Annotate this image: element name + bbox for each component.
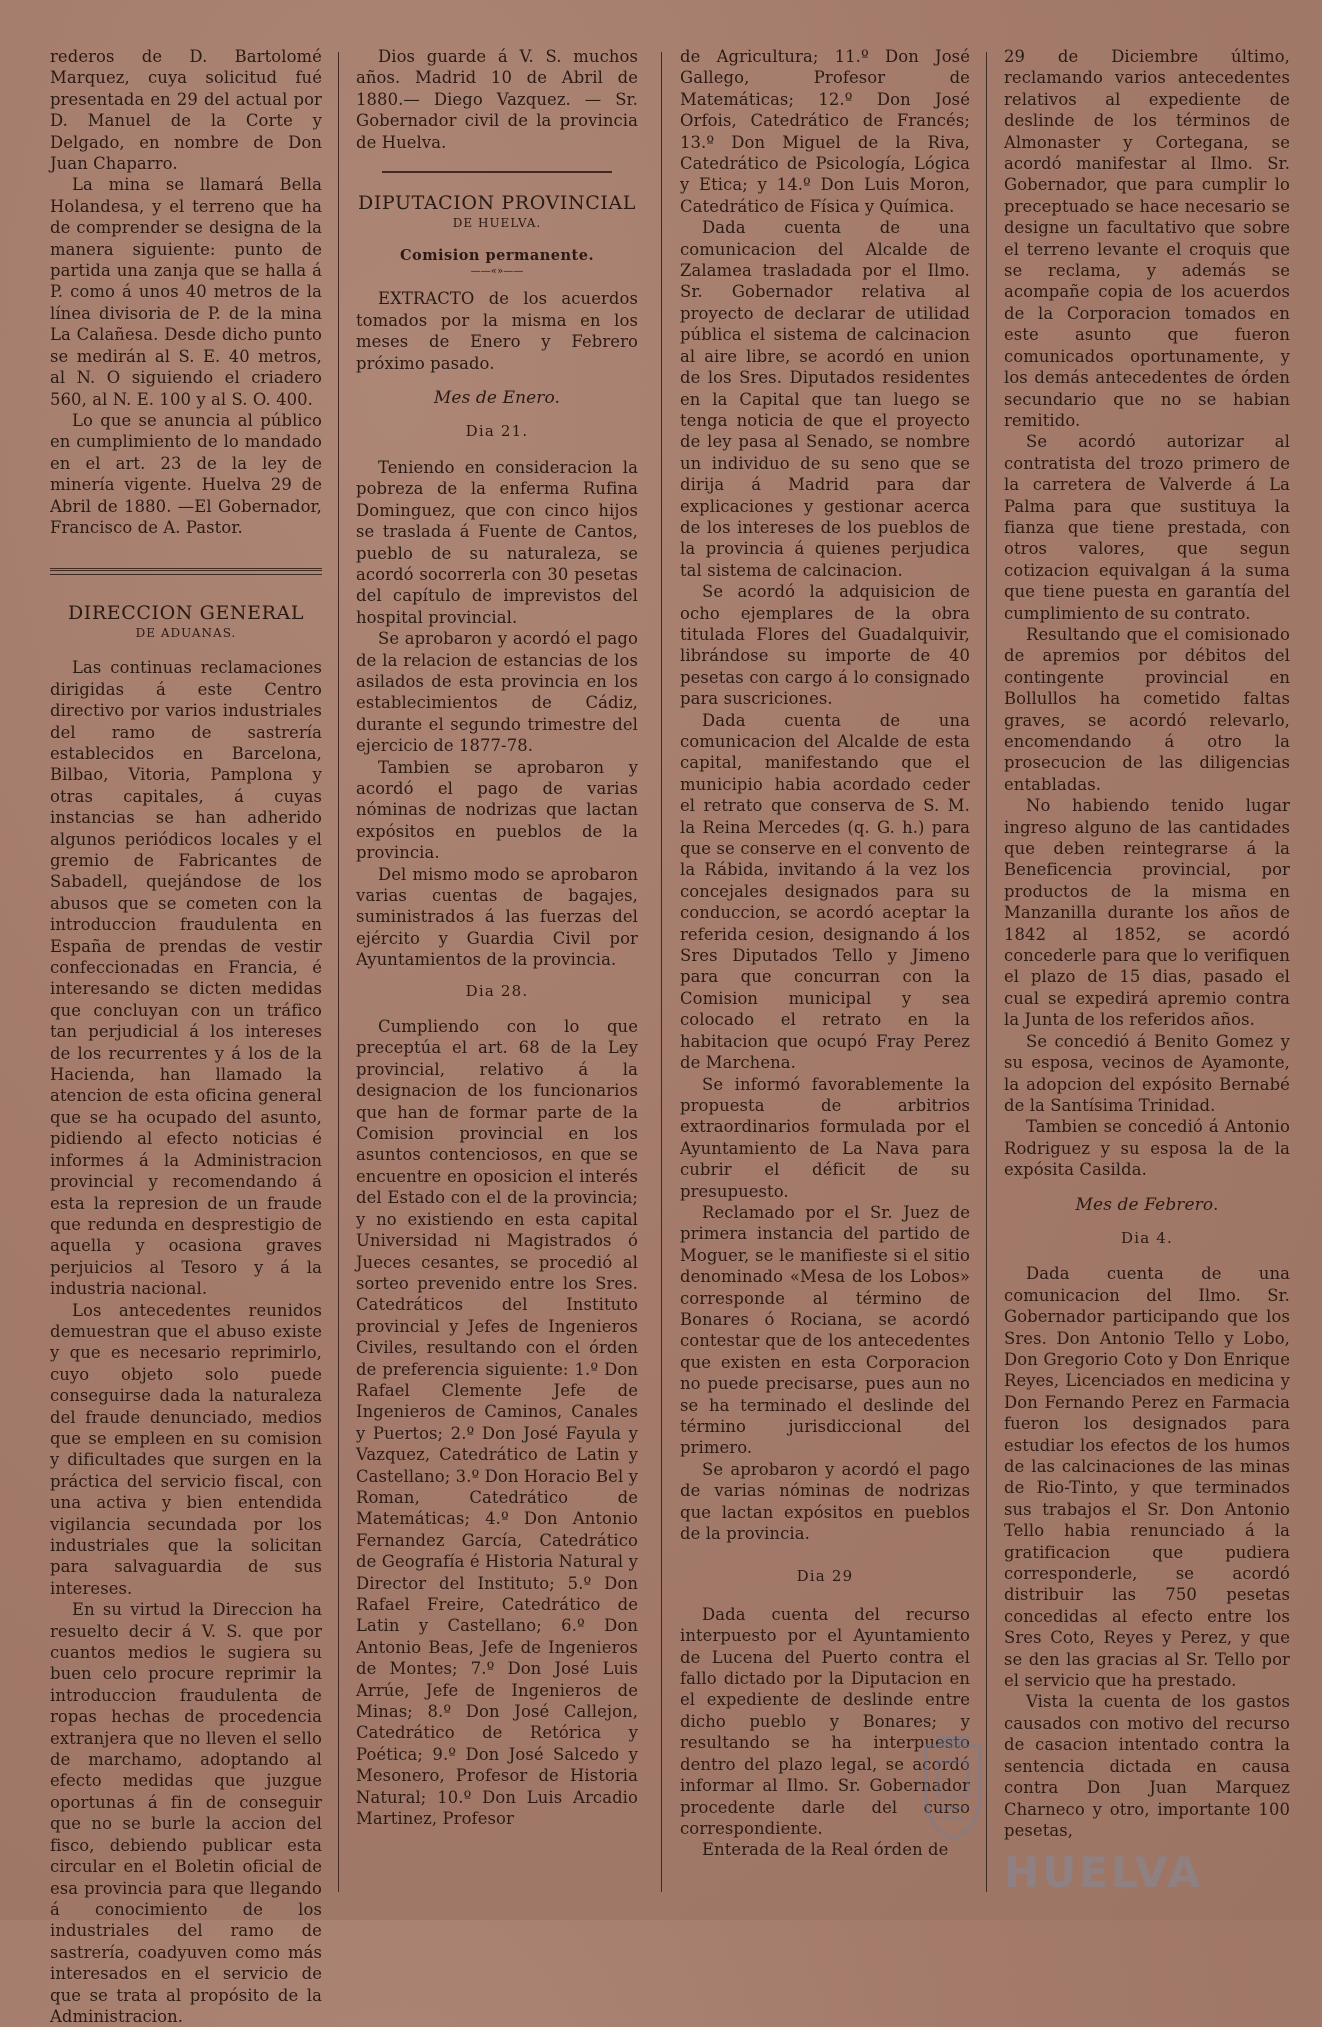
agreement-paragraph: Enterada de la Real órden de	[702, 1840, 949, 1860]
column-rule	[338, 52, 339, 1892]
section-heading: DIRECCION GENERAL	[67, 602, 305, 625]
day-heading: Dia 28.	[465, 981, 529, 1000]
agreement-paragraph: Dada cuenta del recurso interpuesto por el Ayuntamiento de Lucena del Puerto contra el fallo dictado por la Diputacion en el expediente de deslinde entre dicho pueblo y Bonares; y resultando se ha interpuesto dentro del plazo legal, se acordó informar al Ilmo. Sr. Gobernador procedente darle del curso correspondiente.	[680, 1604, 970, 1838]
agreement-paragraph: Del mismo modo se aprobaron varias cuentas de bagajes, suministrados á las fuerzas del ejército y Guardia Civil por Ayuntamientos de la provincia.	[356, 864, 638, 970]
extract-intro: EXTRACTO de los acuerdos tomados por la misma en los meses de Enero y Febrero próximo pasado.	[356, 289, 638, 373]
agreement-paragraph: Reclamado por el Sr. Juez de primera instancia del partido de Moguer, se le manifieste si el sitio denominado «Mesa de los Lobos» corresponde al término de Bonares ó Rociana, se acordó contestar que de los antecedentes que existen en esta Corporacion no puede precisarse, pues aun no se ha terminado el deslinde del término jurisdiccional del primero.	[680, 1202, 970, 1458]
section-heading: DIPUTACION PROVINCIAL	[357, 192, 636, 215]
agreement-paragraph: Se concedió á Benito Gomez y su esposa, vecinos de Ayamonte, la adopcion del expósito Bernabé de la Santísima Trinidad.	[1004, 1031, 1290, 1115]
customs-paragraph: Las continuas reclamaciones dirigidas á este Centro directivo por varios industriales del ramo de sastrería establecidos en Barcelona, Bilbao, Vitoria, Pamplona y otras capitales, á cuyas instancias se han adherido algunos periódicos locales y el gremio de Fabricantes de Sabadell, quejándose de los abusos que se cometen con la introduccion fraudulenta en España de prendas de vestir confeccionadas en Francia, é interesando se dicten medidas que concluyan con un tráfico tan perjudicial á los intereses de los recurrentes y á los de la Hacienda, han llamado la atencion de esta oficina general que se ha ocupado del asunto, pidiendo al efecto noticias é informes á la Administracion provincial y recomendando á esta la represion de un fraude que redunda en desprestigio de aquella y ocasiona graves perjuicios al Tesoro y á la industria nacional.	[50, 658, 322, 1299]
ornament: ——«»——	[470, 266, 524, 278]
agreement-paragraph: Se acordó autorizar al contratista del trozo primero de la carretera de Valverde á La Palma para que sustituya la fianza que tiene prestada, con otros valores, que segun cotizacion equivalgan á la suma que tiene puesta en garantía del cumplimiento de su contrato.	[1004, 432, 1290, 623]
agreement-paragraph: Teniendo en consideracion la pobreza de la enferma Rufina Dominguez, que con cinco hijos se traslada á Fuente de Cantos, pueblo de su naturaleza, se acordó socorrerla con 30 pesetas del capítulo de imprevistos del hospital provincial.	[356, 457, 638, 627]
agreement-paragraph: 29 de Diciembre último, reclamando varios antecedentes relativos al expediente de deslinde de los términos de Almonaster y Cortegana, se acordó manifestar al Ilmo. Sr. Gobernador, que para cumplir lo preceptuado se hace necesario se designe un facultativo que sobre el terreno levante el croquis que se reclama, y además se acompañe copia de los acuerdos de la Corporacion tomados en este asunto que fueron comunicados oportunamente, y los demás antecedentes de órden secundario que no se habian remitido.	[1004, 47, 1290, 430]
archive-watermark: HUELVA	[1004, 1848, 1204, 1897]
column-rule	[661, 52, 662, 1892]
agreement-paragraph: Se acordó la adquisicion de ocho ejemplares de la obra titulada Flores del Guadalquivir, librándose su importe de 40 pesetas con cargo á lo consignado para suscriciones.	[680, 582, 970, 709]
day-heading: Dia 4.	[1120, 1228, 1174, 1247]
section-subheading: DE ADUANAS.	[135, 626, 237, 641]
coat-of-arms-watermark-icon	[918, 1732, 988, 1842]
day-heading: Dia 29	[796, 1567, 854, 1586]
column-rule	[986, 52, 987, 1892]
agreement-paragraph: Vista la cuenta de los gastos causados con motivo del recurso de casacion intentado contra la sentencia dictada en causa contra Don Juan Marquez Charneco y otro, importante 100 pesetas,	[1004, 1692, 1290, 1840]
agreement-paragraph: Cumpliendo con lo que preceptúa el art. 68 de la Ley provincial, relativo á la designacion de los funcionarios que han de formar parte de la Comision provincial en los asuntos contenciosos, en que se encuentre en oposicion el interés del Estado con el de la provincia; y no existiendo en esta capital Universidad ni Magistrados ó Jueces cesantes, se procedió al sorteo prevenido entre los Sres. Catedráticos del Instituto provincial y Jefes de Ingenieros Civiles, resultando con el órden de preferencia siguiente: 1.º Don Rafael Clemente Jefe de Ingenieros de Caminos, Canales y Puertos; 2.º Don José Fayula y Vazquez, Catedrático de Latin y Castellano; 3.º Don Horacio Bel y Roman, Catedrático de Matemáticas; 4.º Don Antonio Fernandez García, Catedrático de Geografía é Historia Natural y Director del Instituto; 5.º Don Rafael Freire, Catedrático de Latin y Castellano; 6.º Don Antonio Beas, Jefe de Ingenieros de Montes; 7.º Don José Luis Arrúe, Jefe de Ingenieros de Minas; 8.º Don José Callejon, Catedrático de Retórica y Poética; 9.º Don José Salcedo y Mesonero, Profesor de Historia Natural; 10.º Don Luis Arcadio Martinez, Profesor	[356, 1017, 638, 1829]
agreement-paragraph: Dada cuenta de una comunicacion del Alcalde de esta capital, manifestando que el municipio habia acordado ceder el retrato que conserva de S. M. la Reina Mercedes (q. G. h.) para que se conserve en el convento de la Rábida, invitando á la vez los concejales designados para su conduccion, se acordó aceptar la referida cesion, designando á los Sres Diputados Tello y Jimeno para que concurran con la Comision municipal y sea colocado el retrato en la habitacion que ocupó Fray Perez de Marchena.	[680, 710, 970, 1073]
section-subheading: DE HUELVA.	[452, 216, 542, 231]
mine-notice-continued: rederos de D. Bartolomé Marquez, cuya solicitud fué presentada en 29 del actual por D. Manuel de la Corte y Delgado, en nombre de Don Juan Chaparro.	[50, 47, 322, 174]
column-2	[356, 46, 638, 1906]
agreement-paragraph: Resultando que el comisionado de apremios por débitos del contingente provincial en Bollullos ha cometido faltas graves, se acordó relevarlo, encomendando á otro la prosecucion de las diligencias entabladas.	[1004, 624, 1290, 794]
customs-paragraph: En su virtud la Direccion ha resuelto decir á V. S. que por cuantos medios le sugiera su buen celo procure reprimir la introduccion fraudulenta de ropas hechas de procedencia extranjera que no lleven el sello de marchamo, adoptando al efecto medidas que juzgue oportunas á fin de conseguir que no se burle la accion del fisco, debiendo publicar esta circular en el Boletin oficial de esa provincia para que llegando á conocimiento de los industriales del ramo de sastrería, coadyuven como más interesados en el servicio de que se trata al propósito de la Administracion.	[50, 1600, 322, 2026]
agreement-paragraph: Se informó favorablemente la propuesta de arbitrios extraordinarios formulada por el Ayuntamiento de La Nava para cubrir el déficit de su presupuesto.	[680, 1074, 970, 1201]
day-heading: Dia 21.	[465, 422, 529, 441]
section-separator	[50, 568, 322, 575]
column-1	[50, 46, 322, 2026]
agreement-paragraph: Dada cuenta de una comunicacion del Alcalde de Zalamea trasladada por el Ilmo. Sr. Gobernador relativa al proyecto de declarar de utilidad pública el sistema de calcinacion al aire libre, se acordó en union de los Sres. Diputados residentes en la Capital que tan luego se tenga noticia de que el proyecto de ley pasa al Senado, se nombre un individuo de su seno que se dirija á Madrid para dar explicaciones y gestionar acerca de los intereses de los pueblos de la provincia á quienes perjudica tal sistema de calcinacion.	[680, 218, 970, 580]
column-3	[680, 46, 970, 1906]
customs-paragraph: Los antecedentes reunidos demuestran que el abuso existe y que es necesario reprimirlo, cuyo objeto solo puede conseguirse dada la naturaleza del fraude denunciado, medios que se empleen en su comision y dificultades que surgen en la práctica del servicio fiscal, con una activa y bien entendida vigilancia secundada por los industriales que la solicitan para salvaguardia de sus intereses.	[50, 1300, 322, 1598]
month-heading: Mes de Enero.	[433, 388, 561, 409]
column-4	[1004, 46, 1290, 1906]
mine-announcement: Lo que se anuncia al público en cumplimiento de lo mandado en el art. 23 de la ley de minería vigente. Huelva 29 de Abril de 1880. —El Gobernador, Francisco de A. Pastor.	[50, 410, 322, 537]
agreement-paragraph: Se aprobaron y acordó el pago de la relacion de estancias de los asilados de esta provincia en los establecimientos de Cádiz, durante el segundo trimestre del ejercicio de 1877-78.	[356, 629, 638, 756]
subsection-heading: Comision permanente.	[399, 247, 595, 265]
agreement-paragraph: de Agricultura; 11.º Don José Gallego, Profesor de Matemáticas; 12.º Don José Orfois, Catedrático de Francés; 13.º Don Miguel de la Riva, Catedrático de Psicología, Lógica y Etica; y 14.º Don Luis Moron, Catedrático de Física y Química.	[680, 47, 970, 216]
agreement-paragraph: Tambien se aprobaron y acordó el pago de varias nóminas de nodrizas que lactan expósitos en pueblos de la provincia.	[356, 757, 638, 863]
agreement-paragraph: Se aprobaron y acordó el pago de varias nóminas de nodrizas que lactan expósitos en pueblos de la provincia.	[680, 1459, 970, 1544]
agreement-paragraph: Tambien se concedió á Antonio Rodriguez y su esposa la de la expósita Casilda.	[1004, 1117, 1290, 1180]
agreement-paragraph: No habiendo tenido lugar ingreso alguno de las cantidades que deben reintegrarse á la Beneficencia provincial, por productos de la misma en Manzanilla durante los años de 1842 al 1852, se acordó concederle para que lo verifiquen el plazo de 15 dias, pasado el cual se expedirá apremio contra la Junta de los referidos años.	[1004, 796, 1290, 1030]
mine-description: La mina se llamará Bella Holandesa, y el terreno que ha de comprender se designa de la manera siguiente: punto de partida una zanja que se halla á P. como á unos 40 metros de la línea divisoria de P. de la mina La Calañesa. Desde dicho punto se medirán al S. E. 40 metros, al N. O siguiendo el criadero 560, al N. E. 100 y al S. O. 400.	[50, 175, 322, 409]
agreement-paragraph: Dada cuenta de una comunicacion del Ilmo. Sr. Gobernador participando que los Sres. Don Antonio Tello y Lobo, Don Gregorio Coto y Don Enrique Reyes, Licenciados en medicina y Don Fernando Perez en Farmacia fueron los designados para estudiar los efectos de los humos de las calcinaciones de las minas de Rio-Tinto, y que terminados sus trabajos el Sr. Don Antonio Tello habia renunciado á la gratificacion que pudiera corresponderle, se acordó distribuir las 750 pesetas concedidas al efecto entre los Sres Coto, Reyes y Perez, y que se den las gracias al Sr. Tello por el servicio que ha prestado.	[1004, 1264, 1290, 1691]
closing-signature: Dios guarde á V. S. muchos años. Madrid 10 de Abril de 1880.— Diego Vazquez. — Sr. Gobernador civil de la provincia de Huelva.	[356, 47, 638, 152]
month-heading: Mes de Febrero.	[1075, 1194, 1219, 1215]
section-separator	[382, 171, 612, 173]
